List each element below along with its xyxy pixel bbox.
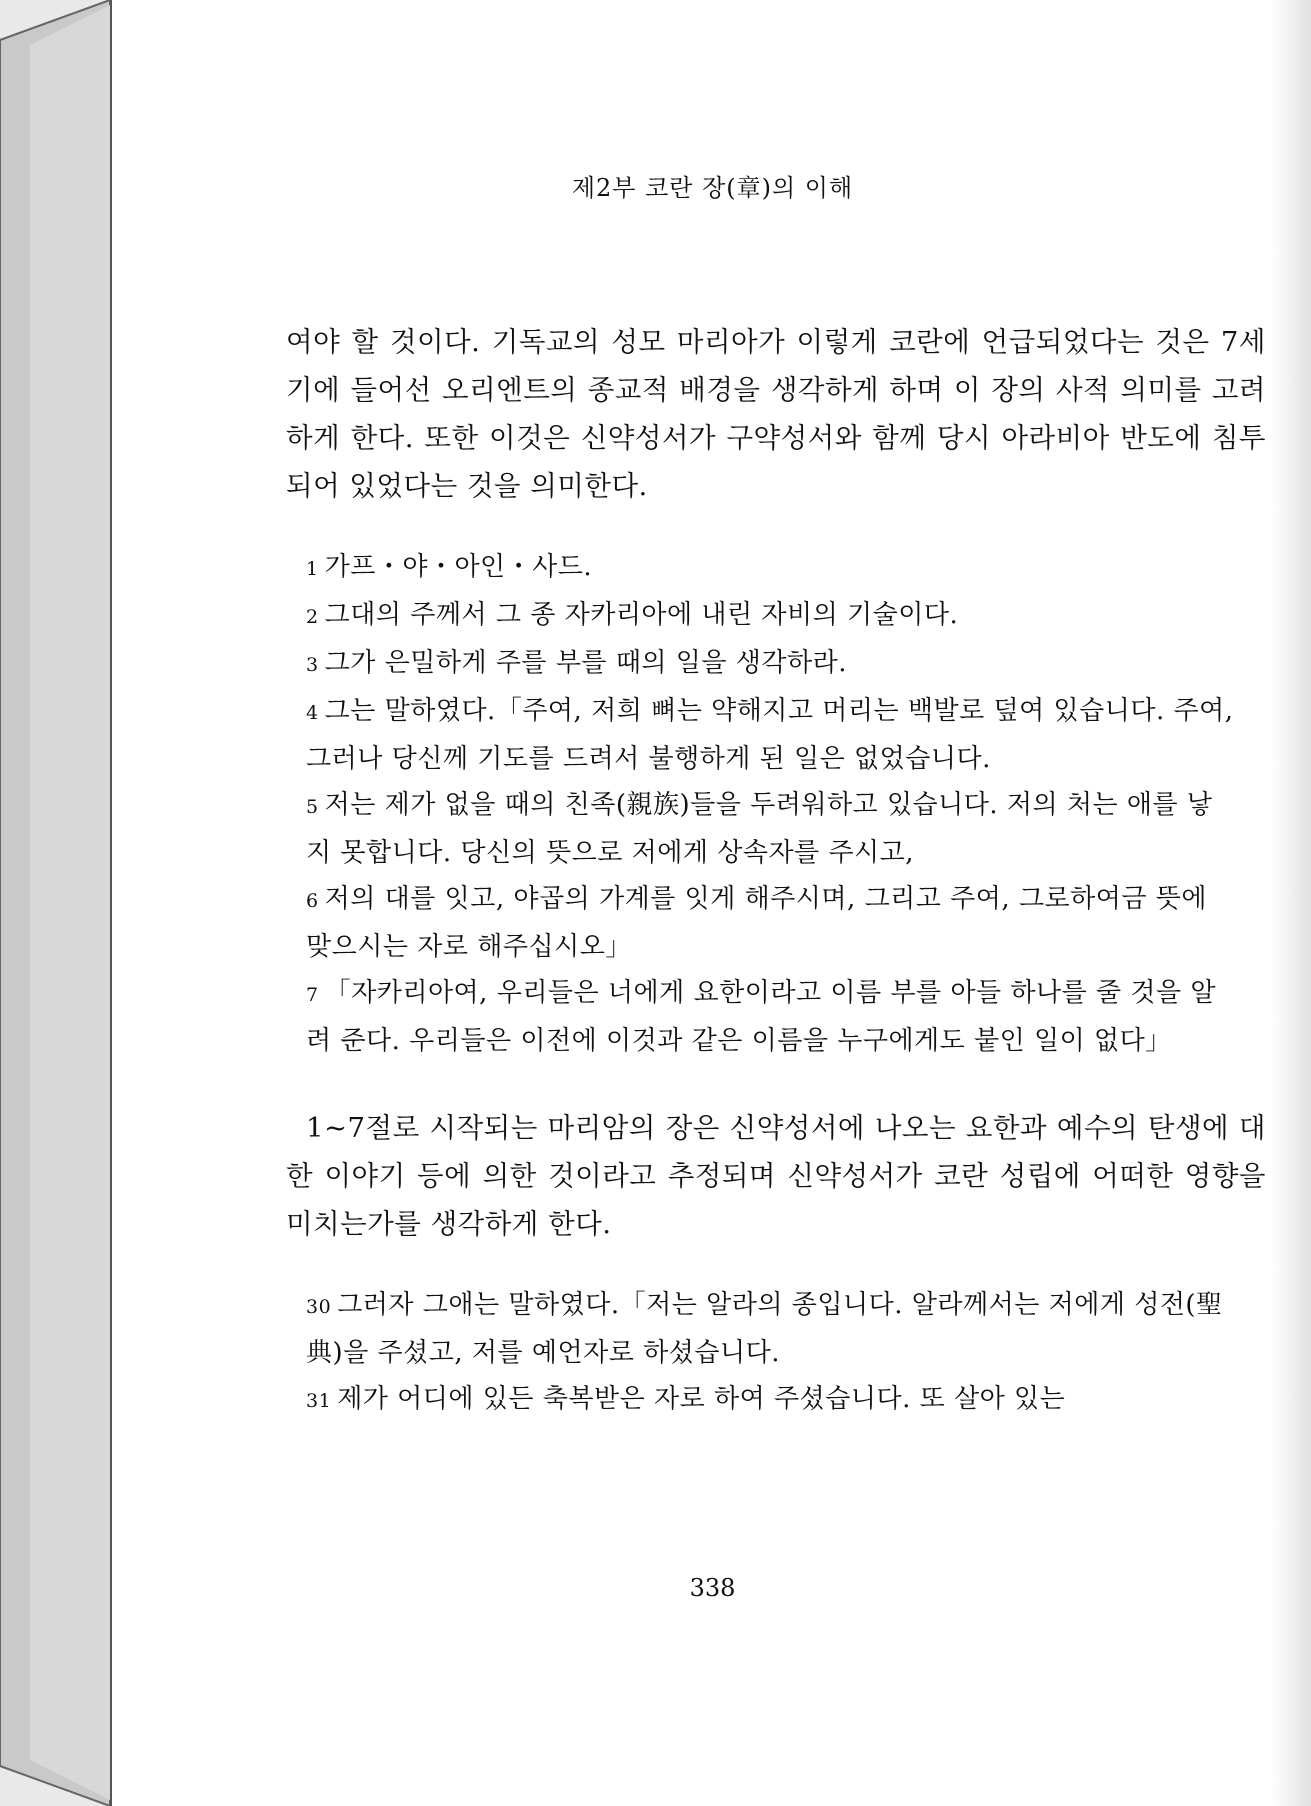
verse-number: 2 xyxy=(306,606,319,628)
page-number: 338 xyxy=(689,1574,736,1602)
book-page xyxy=(110,0,1311,1806)
verse xyxy=(306,876,1266,970)
verse-text: 제가 어디에 있든 축복받은 자로 하여 주셨습니다. 또 살아 있는 xyxy=(337,1384,1066,1414)
intro-paragraph: 여야 할 것이다. 기독교의 성모 마리아가 이렇게 코란에 언급되었다는 것은 7세기에 들어선 오리엔트의 종교적 배경을 생각하게 하며 이 장의 사적 의미를 고려하게 한다. 또한 이것은 신약성서가 구약성서와 함께 당시 아라비아 반도에 침투되어 있었다는 것을 의미한다. xyxy=(286,326,1266,502)
verse-number: 4 xyxy=(306,702,319,724)
verse xyxy=(306,782,1266,876)
commentary xyxy=(286,1104,1266,1248)
page-edge-shadow xyxy=(1271,0,1311,1806)
body-text xyxy=(286,318,1266,1424)
verse-text: 그러자 그애는 말하였다.「저는 알라의 종입니다. 알라께서는 저에게 성전(聖典)을 주셨고, 저를 예언자로 하셨습니다. xyxy=(306,1290,1223,1368)
verse xyxy=(306,970,1266,1064)
verse xyxy=(306,688,1266,782)
verse-number: 31 xyxy=(306,1390,332,1412)
verse-list-second xyxy=(286,1282,1266,1424)
verse-text: 그가 은밀하게 주를 부를 때의 일을 생각하라. xyxy=(324,648,848,678)
verse-text: 그대의 주께서 그 종 자카리아에 내린 자비의 기술이다. xyxy=(324,600,959,630)
verse-number: 1 xyxy=(306,558,319,580)
verse-text: 저의 대를 잇고, 야곱의 가계를 잇게 해주시며, 그리고 주여, 그로하여금 뜻에 맞으시는 자로 해주십시오」 xyxy=(306,884,1208,962)
verse-text: 저는 제가 없을 때의 친족(親族)들을 두려워하고 있습니다. 저의 처는 애를 낳지 못합니다. 당신의 뜻으로 저에게 상속자를 주시고, xyxy=(306,790,1213,868)
commentary-paragraph: 1~7절로 시작되는 마리암의 장은 신약성서에 나오는 요한과 예수의 탄생에 대한 이야기 등에 의한 것이라고 추정되며 신약성서가 코란 성립에 어떠한 영향을 미치는가를 생각하게 한다. xyxy=(286,1112,1266,1240)
verse xyxy=(306,1376,1266,1424)
verse-number: 3 xyxy=(306,654,319,676)
verse xyxy=(306,1282,1266,1376)
verse-number: 7 xyxy=(306,984,319,1006)
verse-number: 6 xyxy=(306,890,319,912)
verse-number: 5 xyxy=(306,796,319,818)
book-spine-illustration xyxy=(0,0,112,1806)
verse xyxy=(306,592,1266,640)
verse-number: 30 xyxy=(306,1296,332,1318)
verse xyxy=(306,640,1266,688)
verse-text: 그는 말하였다.「주여, 저희 뼈는 약해지고 머리는 백발로 덮여 있습니다. 주여, 그러나 당신께 기도를 드려서 불행하게 된 일은 없었습니다. xyxy=(306,696,1234,774)
verse-list-first xyxy=(286,544,1266,1064)
verse xyxy=(306,544,1266,592)
running-head: 제2부 코란 장(章)의 이해 xyxy=(571,174,854,202)
verse-text: 「자카리아여, 우리들은 너에게 요한이라고 이름 부를 아들 하나를 줄 것을 알려 준다. 우리들은 이전에 이것과 같은 이름을 누구에게도 붙인 일이 없다」 xyxy=(306,978,1216,1056)
verse-text: 가프・야・아인・사드. xyxy=(324,552,593,582)
